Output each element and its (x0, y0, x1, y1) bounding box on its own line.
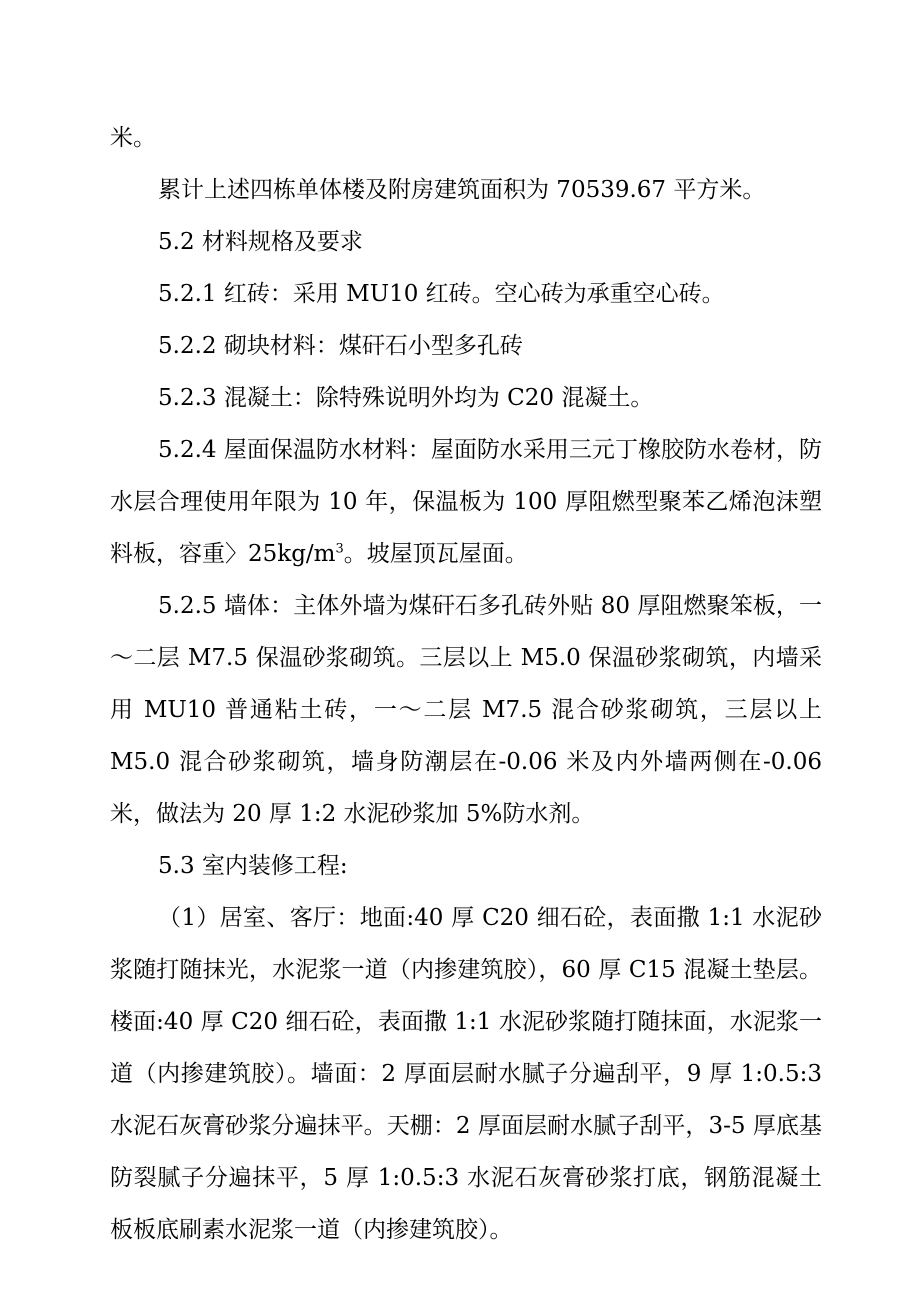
paragraph-5-3-1: （1）居室、客厅：地面:40 厚 C20 细石砼，表面撒 1:1 水泥砂浆随打随抹光，水泥浆一道（内掺建筑胶），60 厚 C15 混凝土垫层。楼面:40 厚 C20 细石砼，表面撒 1:1 水泥砂浆随打随抹面，水泥浆一道（内掺建筑胶）。墙面：2 厚面层耐水腻子分遍刮平，9 厚 1:0.5:3 水泥石灰膏砂浆分遍抹平。天棚：2 厚面层耐水腻子刮平，3-5 厚底基防裂腻子分遍抹平，5 厚 1:0.5:3 水泥石灰膏砂浆打底，钢筋混凝土板板底刷素水泥浆一道（内掺建筑胶）。 (110, 905, 822, 1243)
paragraph-continuation: 米。 (110, 125, 156, 151)
section-heading-5-3: 5.3 室内装修工程: (158, 853, 348, 879)
section-heading-5-2: 5.2 材料规格及要求 (158, 229, 363, 255)
superscript-cubed: 3 (335, 541, 344, 557)
paragraph-5-2-4-text: 5.2.4 屋面保温防水材料：屋面防水采用三元丁橡胶防水卷材，防水层合理使用年限为 10 年，保温板为 100 厚阻燃型聚苯乙烯泡沫塑料板，容重〉25kg/m (110, 437, 822, 567)
paragraph-5-2-5: 5.2.5 墙体：主体外墙为煤矸石多孔砖外贴 80 厚阻燃聚笨板，一～二层 M7.5 保温砂浆砌筑。三层以上 M5.0 保温砂浆砌筑，内墙采用 MU10 普通粘土砖，一～二层 M7.5 混合砂浆砌筑，三层以上 M5.0 混合砂浆砌筑，墙身防潮层在-0.06 米及内外墙两侧在-0.06 米，做法为 20 厚 1:2 水泥砂浆加 5%防水剂。 (110, 593, 822, 827)
paragraph-5-2-1: 5.2.1 红砖：采用 MU10 红砖。空心砖为承重空心砖。 (158, 281, 725, 307)
paragraph-total-area: 累计上述四栋单体楼及附房建筑面积为 70539.67 平方米。 (158, 177, 766, 203)
document-page (110, 112, 822, 1256)
paragraph-5-2-3: 5.2.3 混凝土：除特殊说明外均为 C20 混凝土。 (158, 385, 654, 411)
paragraph-5-2-4 (110, 424, 822, 580)
paragraph-5-2-4-tail: 。坡屋顶瓦屋面。 (343, 541, 528, 567)
paragraph-5-2-2: 5.2.2 砌块材料：煤矸石小型多孔砖 (158, 333, 523, 359)
